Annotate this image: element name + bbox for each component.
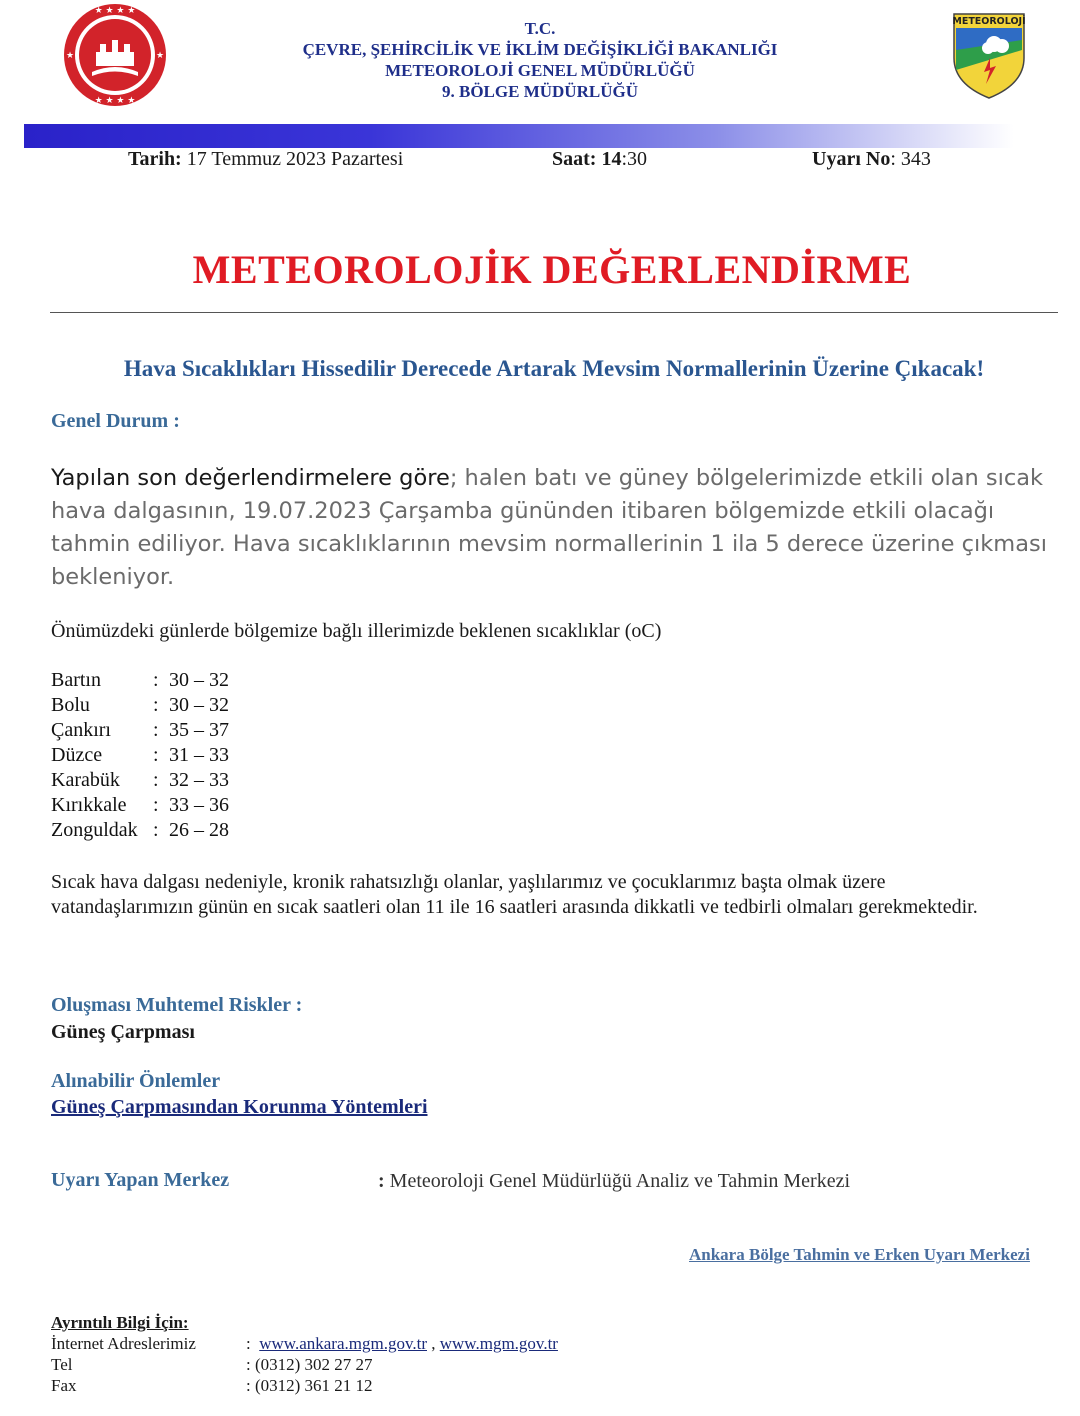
issuer-value: Meteoroloji Genel Müdürlüğü Analiz ve Tahmin Merkezi xyxy=(389,1170,851,1192)
meteorology-shield-logo xyxy=(950,10,1028,100)
temperature-row xyxy=(51,743,229,768)
footer-colon: : xyxy=(246,1334,255,1353)
header-line-ministry: ÇEVRE, ŞEHİRCİLİK VE İKLİM DEĞİŞİKLİĞİ BAKANLIĞI xyxy=(302,40,778,59)
title-divider xyxy=(50,312,1058,313)
temperature-row xyxy=(51,793,229,818)
temperature-separator: : xyxy=(153,669,159,691)
footer-colon: : xyxy=(246,1376,255,1395)
footer-link-separator: , xyxy=(431,1334,436,1353)
date-label: Tarih: xyxy=(128,148,182,170)
advice-text: Sıcak hava dalgası nedeniyle, kronik rahatsızlığı olanlar, yaşlılarımız ve çocuklarımız başta olmak üzere vatandaşlarımızın günün en sıcak saatleri olan 11 ile 16 saatleri arasında dikkatli ve tedbirli olmaları gerekmektedir. xyxy=(51,871,978,918)
ankara-website-link[interactable]: www.ankara.mgm.gov.tr xyxy=(259,1334,427,1353)
time-value: :30 xyxy=(621,148,648,170)
footer-title: Ayrıntılı Bilgi İçin: xyxy=(51,1313,189,1332)
footer-internet-label: İnternet Adreslerimiz xyxy=(51,1334,196,1353)
temperature-range: 30 – 32 xyxy=(169,694,229,716)
temperature-separator: : xyxy=(153,819,159,841)
mgm-website-link[interactable]: www.mgm.gov.tr xyxy=(439,1334,558,1353)
document-title: METEOROLOJİK DEĞERLENDİRME xyxy=(192,247,912,292)
temperature-city: Bartın xyxy=(51,669,101,691)
temperature-city: Çankırı xyxy=(51,719,111,741)
svg-text:★: ★ xyxy=(65,51,75,61)
issuer-colon: : xyxy=(378,1170,385,1192)
general-status-lead: Yapılan son değerlendirmelere göre xyxy=(51,465,450,491)
header-color-band xyxy=(24,124,1014,148)
temperature-separator: : xyxy=(153,694,159,716)
temperature-range: 30 – 32 xyxy=(169,669,229,691)
headline: Hava Sıcaklıkları Hissedilir Derecede Artarak Mevsim Normallerinin Üzerine Çıkacak! xyxy=(123,356,985,381)
temperature-city: Kırıkkale xyxy=(51,794,127,816)
temperature-city: Zonguldak xyxy=(51,819,138,841)
header-line-directorate: METEOROLOJİ GENEL MÜDÜRLÜĞÜ xyxy=(385,61,695,80)
temperature-row xyxy=(51,693,229,718)
measures-label: Alınabilir Önlemler xyxy=(51,1070,221,1092)
footer-tel-label: Tel xyxy=(51,1355,73,1374)
time-field xyxy=(552,148,647,171)
header-line-tc: T.C. xyxy=(524,19,556,38)
risks-label: Oluşması Muhtemel Riskler : xyxy=(51,994,303,1016)
meteorology-logo-text: METEOROLOJİ xyxy=(952,16,1026,27)
temperature-separator: : xyxy=(153,769,159,791)
general-status-label: Genel Durum : xyxy=(51,410,180,432)
temperature-row xyxy=(51,718,229,743)
temperature-separator: : xyxy=(153,794,159,816)
footer-tel-value: (0312) 302 27 27 xyxy=(254,1355,373,1374)
date-value: 17 Temmuz 2023 Pazartesi xyxy=(186,148,404,170)
general-status-text xyxy=(51,462,1061,594)
footer-colon: : xyxy=(246,1355,255,1374)
temperature-row xyxy=(51,818,229,843)
temperature-city: Karabük xyxy=(51,769,120,791)
temperature-separator: : xyxy=(153,719,159,741)
date-field xyxy=(128,148,403,171)
temperatures-intro: Önümüzdeki günlerde bölgemize bağlı illerimizde beklenen sıcaklıklar (oC) xyxy=(51,620,662,642)
header-line-region: 9. BÖLGE MÜDÜRLÜĞÜ xyxy=(442,82,638,101)
risks-value: Güneş Çarpması xyxy=(51,1021,195,1043)
temperature-range: 32 – 33 xyxy=(169,769,229,791)
time-label: Saat: 14 xyxy=(552,148,622,170)
footer-internet-row xyxy=(246,1333,558,1354)
warning-label: Uyarı No xyxy=(812,148,891,170)
temperature-range: 26 – 28 xyxy=(169,819,229,841)
temperature-city: Düzce xyxy=(51,744,103,766)
svg-text:★ ★ ★ ★: ★ ★ ★ ★ xyxy=(94,96,136,106)
general-status-rest: ; halen batı ve güney bölgelerimizde etkili olan sıcak hava dalgasının, 19.07.2023 Çarşamba gününden itibaren bölgemizde etkili olacağı tahmin ediliyor. Hava sıcaklıklarının mevsim normallerinin 1 ila 5 derece üzerine çıkması bekleniyor. xyxy=(51,465,1047,590)
issuer-label: Uyarı Yapan Merkez xyxy=(51,1169,230,1191)
footer-fax-label: Fax xyxy=(51,1376,77,1395)
svg-text:★ ★ ★ ★: ★ ★ ★ ★ xyxy=(94,6,136,16)
footer-fax-row xyxy=(246,1375,373,1396)
issuer-value-line xyxy=(378,1169,850,1194)
temperature-separator: : xyxy=(153,744,159,766)
temperature-range: 33 – 36 xyxy=(169,794,229,816)
temperature-city: Bolu xyxy=(51,694,90,716)
warning-value: : 343 xyxy=(890,148,931,170)
svg-text:★: ★ xyxy=(155,51,165,61)
footer-tel-row xyxy=(246,1354,373,1375)
warning-number-field xyxy=(812,148,931,171)
temperature-range: 35 – 37 xyxy=(169,719,229,741)
temperature-table xyxy=(51,668,229,843)
measures-link[interactable]: Güneş Çarpmasından Korunma Yöntemleri xyxy=(51,1096,428,1118)
center-link[interactable]: Ankara Bölge Tahmin ve Erken Uyarı Merkezi xyxy=(689,1245,1030,1264)
temperature-row xyxy=(51,768,229,793)
temperature-row xyxy=(51,668,229,693)
temperature-range: 31 – 33 xyxy=(169,744,229,766)
footer-fax-value: (0312) 361 21 12 xyxy=(254,1376,373,1395)
